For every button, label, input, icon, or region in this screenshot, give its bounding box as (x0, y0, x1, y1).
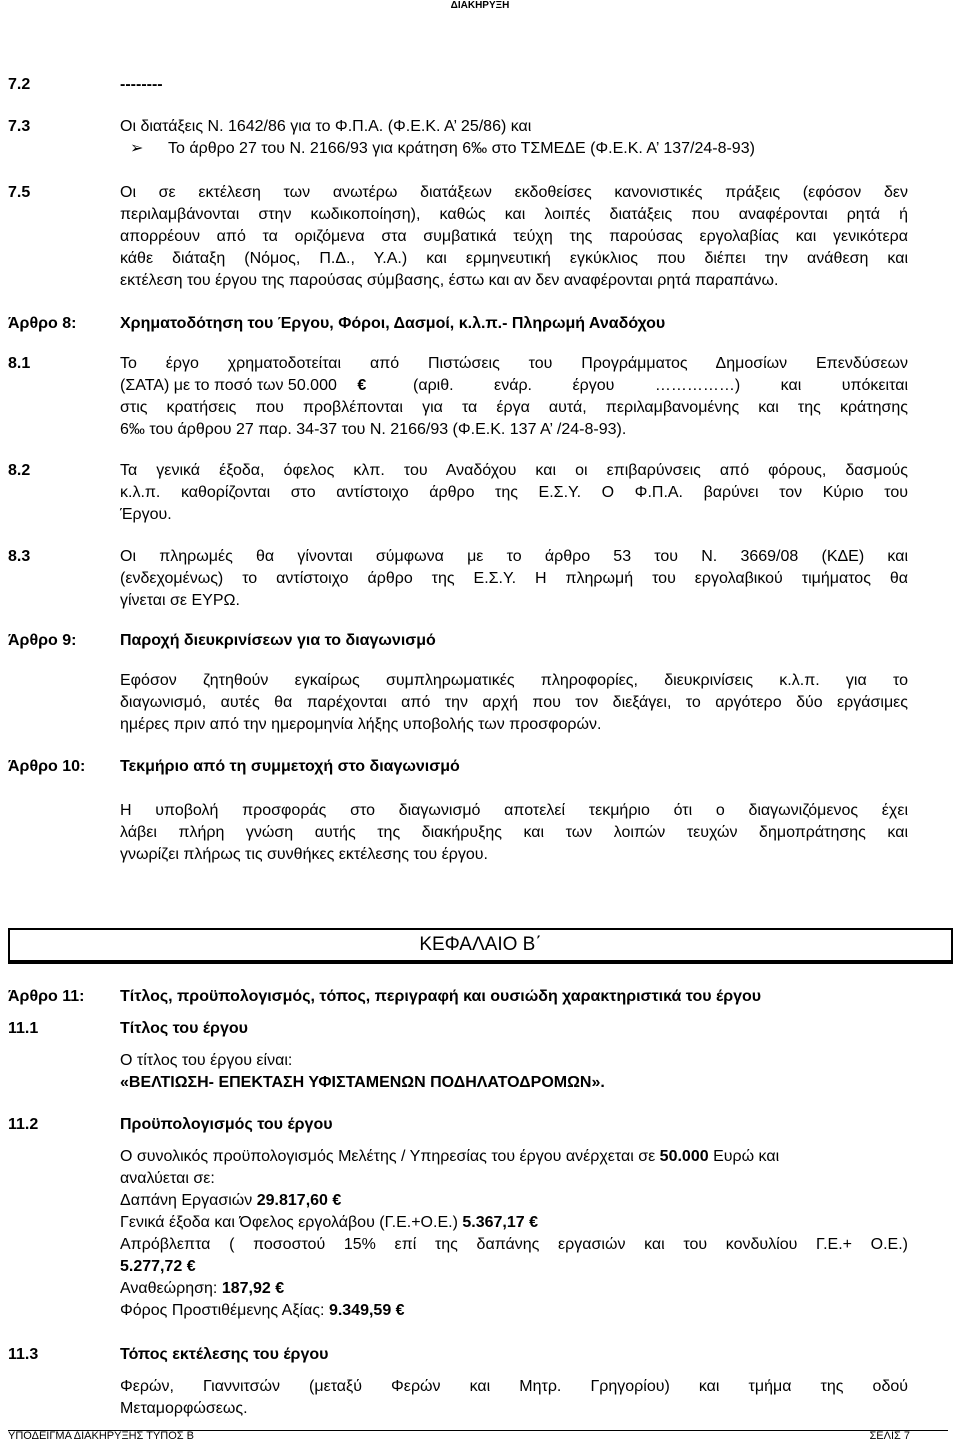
section-title: Τόπος εκτέλεσης του έργου (120, 1346, 329, 1363)
section-number: 8.2 (8, 462, 31, 479)
budget-item (120, 1212, 538, 1234)
section-number: 7.5 (8, 184, 31, 201)
article-label: Άρθρο 11: (8, 988, 85, 1005)
euro-icon: € (275, 1280, 285, 1297)
paragraph-line: Η υποβολή προσφοράς στο διαγωνισμό αποτελεί τεκμήριο ότι ο διαγωνιζόμενος έχει (120, 802, 908, 819)
article-label: Άρθρο 10: (8, 758, 86, 775)
paragraph-line: Εφόσον ζητηθούν εγκαίρως συμπληρωματικές πληροφορίες, διευκρινίσεις κ.λ.π. για το (120, 672, 908, 689)
paragraph-line: Οι πληρωμές θα γίνονται σύμφωνα με το άρθρο 53 του Ν. 3669/08 (ΚΔΕ) και (120, 548, 908, 565)
budget-item (120, 1190, 341, 1212)
paragraph-line: διαγωνισμό, αυτές θα παρέχονται από την αρχή που τον διεξάγει, το αργότερο δύο εργάσιμες (120, 694, 908, 711)
paragraph-line: Ο συνολικός προϋπολογισμός Μελέτης / Υπηρεσίας του έργου ανέρχεται σε 50.000 Ευρώ και (120, 1148, 780, 1165)
budget-item-label: Απρόβλεπτα ( ποσοστού 15% επί της δαπάνης εργασιών και του κονδυλίου Γ.Ε.+ Ο.Ε.) (120, 1236, 908, 1253)
section-number: 7.3 (8, 118, 31, 135)
budget-item (120, 1300, 405, 1322)
paragraph-line-part: (αριθ. ενάρ. έργου ……………) και υπόκειται (413, 377, 908, 394)
article-label: Άρθρο 9: (8, 632, 77, 649)
paragraph-line: ημέρες πριν από την ημερομηνία λήξης υποβολής των προσφορών. (120, 716, 602, 733)
paragraph-line: κ.λ.π. καθορίζονται στο αντίστοιχο άρθρο της Ε.Σ.Υ. Ο Φ.Π.Α. βαρύνει τον Κύριο του (120, 484, 908, 501)
chapter-heading-box (8, 928, 953, 964)
paragraph-line: κάθε διάταξη (Νόμος, Π.Δ., Υ.Α.) και ερμηνευτική εγκύκλιος που διέπει την ανάθεση και (120, 250, 908, 267)
budget-item-value: 5.367,17 (462, 1214, 525, 1231)
arrow-bullet-icon: ➢ (130, 140, 144, 157)
paragraph-line: λάβει πλήρη γνώση αυτής της διακήρυξης και των λοιπών τευχών δημοπράτησης και (120, 824, 908, 841)
paragraph-line: στις κρατήσεις που προβλέπονται για τα έργα αυτά, περιλαμβανομένης και της κράτησης (120, 399, 908, 416)
budget-item-label: Φόρος Προστιθέμενης Αξίας: (120, 1302, 325, 1319)
total-amount: 50.000 (659, 1148, 709, 1165)
paragraph-line: περιλαμβάνονται στην κωδικοποίηση), καθώς και λοιπές διατάξεις που αναφέρονται ρητά ή (120, 206, 908, 223)
budget-item (120, 1256, 196, 1278)
section-text: -------- (120, 76, 163, 93)
euro-icon: € (529, 1214, 538, 1231)
budget-item-value: 29.817,60 (256, 1192, 328, 1209)
document-header: ΔΙΑΚΗΡΥΞΗ (450, 0, 510, 11)
section-title: Τίτλος του έργου (120, 1020, 248, 1037)
euro-icon: € (332, 1192, 342, 1209)
section-number: 8.3 (8, 548, 31, 565)
chapter-title: ΚΕΦΑΛΑΙΟ Β΄ (419, 934, 542, 955)
budget-item-label: Γενικά έξοδα και Όφελος εργολάβου (Γ.Ε.+Ο.Ε.) (120, 1214, 458, 1231)
section-number: 11.2 (8, 1116, 39, 1133)
amount-text: (ΣΑΤΑ) με το ποσό των 50.000 (120, 377, 337, 394)
paragraph-line: Ο τίτλος του έργου είναι: (120, 1052, 293, 1069)
section-text: Οι διατάξεις Ν. 1642/86 για το Φ.Π.Α. (Φ.Ε.Κ. Α’ 25/86) και (120, 118, 532, 135)
paragraph-line: εκτέλεση του έργου της παρούσας σύμβασης, έστω και αν δεν αναφέρονται ρητά παραπάνω. (120, 272, 779, 289)
euro-icon: € (395, 1302, 405, 1319)
euro-icon: € (186, 1258, 196, 1275)
section-number: 7.2 (8, 76, 31, 93)
paragraph-line: Το έργο χρηματοδοτείται από Πιστώσεις του Προγράμματος Δημοσίων Επενδύσεων (120, 355, 908, 372)
paragraph-line: απορρέουν από τα οριζόμενα στα συμβατικά τεύχη της παρούσας εργολαβίας και γενικότερα (120, 228, 908, 245)
paragraph-line: 6‰ του άρθρου 27 παρ. 34-37 του Ν. 2166/93 (Φ.Ε.Κ. 137 Α’ /24-8-93). (120, 421, 627, 438)
budget-item-value: 5.277,72 (120, 1258, 183, 1275)
article-title: Τίτλος, προϋπολογισμός, τόπος, περιγραφή και ουσιώδη χαρακτηριστικά του έργου (120, 988, 762, 1005)
budget-item-value: 9.349,59 (328, 1302, 392, 1319)
footer-page-number: ΣΕΛΙΣ 7 (869, 1430, 910, 1442)
paragraph-line: αναλύεται σε: (120, 1170, 215, 1187)
project-name: «ΒΕΛΤΙΩΣΗ- ΕΠΕΚΤΑΣΗ ΥΦΙΣΤΑΜΕΝΩΝ ΠΟΔΗΛΑΤΟΔΡΟΜΩΝ». (120, 1074, 605, 1091)
paragraph-line: Οι σε εκτέλεση των ανωτέρω διατάξεων εκδοθείσες κανονιστικές πράξεις (εφόσον δεν (120, 184, 908, 201)
paragraph-line: Φερών, Γιαννιτσών (μεταξύ Φερών και Μητρ. Γρηγορίου) και τμήμα της οδού (120, 1378, 908, 1395)
euro-icon: € (357, 377, 367, 394)
article-title: Παροχή διευκρινίσεων για το διαγωνισμό (120, 632, 436, 649)
article-title: Χρηματοδότηση του Έργου, Φόροι, Δασμοί, κ.λ.π.- Πληρωμή Αναδόχου (120, 315, 666, 332)
paragraph-line: Τα γενικά έξοδα, όφελος κλπ. του Αναδόχου και οι επιβαρύνσεις από φόρους, δασμούς (120, 462, 908, 479)
article-title: Τεκμήριο από τη συμμετοχή στο διαγωνισμό (120, 758, 460, 775)
article-label: Άρθρο 8: (8, 315, 77, 332)
paragraph-line: Έργου. (120, 506, 172, 523)
section-number: 11.3 (8, 1346, 39, 1363)
paragraph-line: γίνεται σε ΕΥΡΩ. (120, 592, 240, 609)
paragraph-line-part (120, 375, 366, 397)
budget-item-label: Δαπάνη Εργασιών (120, 1192, 253, 1209)
budget-item-label: Αναθεώρηση: (120, 1280, 218, 1297)
budget-item-value: 187,92 (221, 1280, 271, 1297)
paragraph-line: (ενδεχομένως) το αντίστοιχο άρθρο της Ε.Σ.Υ. Η πληρωμή του εργολαβικού τιμήματος θα (120, 570, 908, 587)
paragraph-line: Μεταμορφώσεως. (120, 1400, 248, 1417)
section-number: 11.1 (8, 1020, 39, 1037)
bullet-text: Το άρθρο 27 του Ν. 2166/93 για κράτηση 6‰ στο ΤΣΜΕΔΕ (Φ.Ε.Κ. Α’ 137/24-8-93) (168, 140, 755, 157)
paragraph-line: γνωρίζει πλήρως τις συνθήκες εκτέλεσης του έργου. (120, 846, 488, 863)
section-number: 8.1 (8, 355, 31, 372)
section-title: Προϋπολογισμός του έργου (120, 1116, 333, 1133)
footer-left: ΥΠΟΔΕΙΓΜΑ ΔΙΑΚΗΡΥΞΗΣ ΤΥΠΟΣ Β (8, 1430, 194, 1442)
budget-item (120, 1278, 284, 1300)
